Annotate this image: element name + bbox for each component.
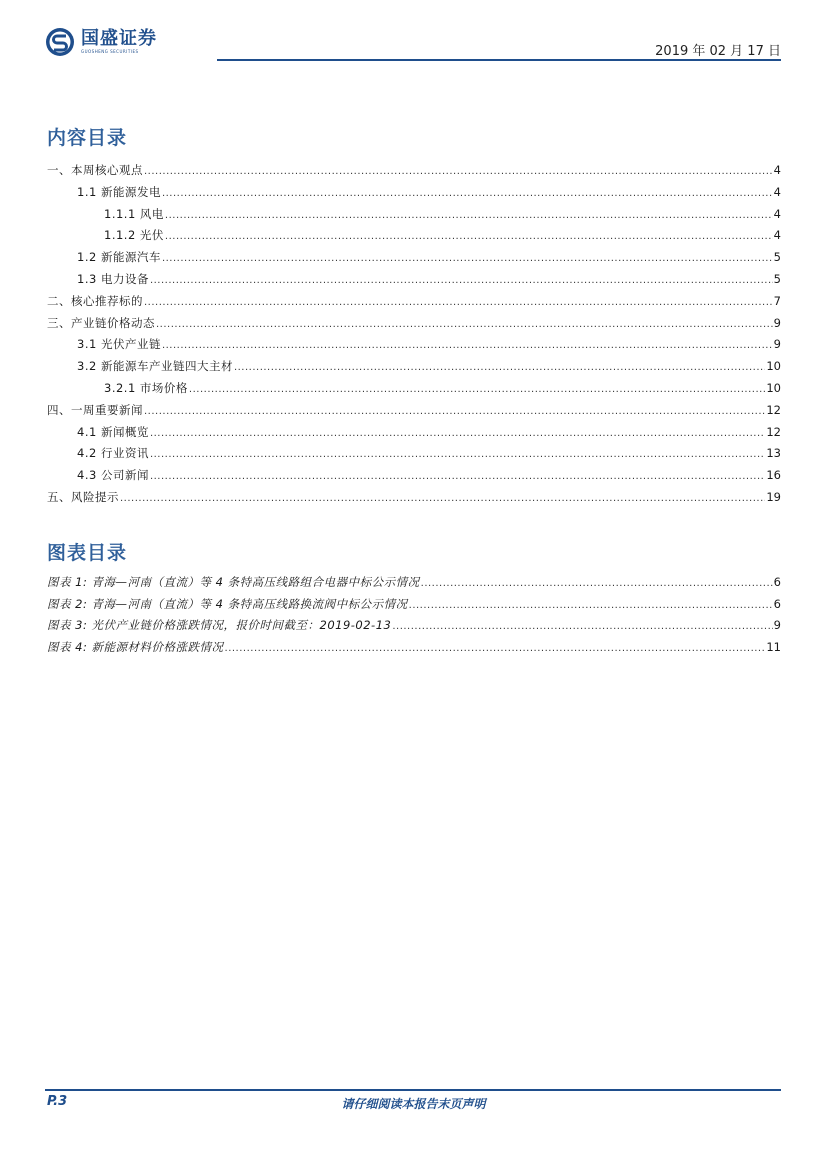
dot-leader <box>189 382 765 398</box>
entry-page-number: 10 <box>766 381 781 395</box>
figure-entry[interactable] <box>47 617 781 633</box>
entry-label: 3.2.1 市场价格 <box>104 381 188 395</box>
entry-label: 1.1.1 风电 <box>104 206 164 221</box>
entry-label: 图表 1: 青海—河南（直流）等 4 条特高压线路组合电器中标公示情况 <box>47 575 420 589</box>
toc-entry[interactable] <box>47 402 781 418</box>
entry-page-number: 12 <box>766 424 781 439</box>
dot-leader <box>144 404 765 420</box>
dot-leader <box>421 576 773 592</box>
entry-label: 3.1 光伏产业链 <box>77 337 161 352</box>
entry-label: 1.1.2 光伏 <box>104 228 164 243</box>
entry-page-number: 4 <box>773 163 781 177</box>
dot-leader <box>150 273 773 289</box>
company-logo <box>45 26 157 58</box>
brand-name-en: GUOSHENG SECURITIES <box>81 49 139 54</box>
toc-entry[interactable] <box>47 358 781 374</box>
dot-leader <box>165 208 773 224</box>
page-header <box>45 22 781 62</box>
entry-label: 1.1 新能源发电 <box>77 184 161 199</box>
toc-entry[interactable] <box>47 293 781 309</box>
entry-page-number: 7 <box>773 293 781 308</box>
disclaimer-note: 请仔细阅读本报告末页声明 <box>341 1097 486 1111</box>
toc-entry[interactable] <box>47 380 781 396</box>
dot-leader <box>144 295 773 311</box>
entry-label: 一、本周核心观点 <box>47 163 143 177</box>
logo-mark-icon <box>45 27 75 57</box>
toc-entry[interactable] <box>47 227 781 243</box>
dot-leader <box>162 186 773 202</box>
entry-page-number: 4 <box>773 184 781 199</box>
entry-label: 四、一周重要新闻 <box>47 402 143 417</box>
dot-leader <box>162 338 773 354</box>
toc-entry[interactable] <box>47 336 781 352</box>
entry-page-number: 12 <box>766 402 781 417</box>
entry-label: 4.2 行业资讯 <box>77 446 149 461</box>
toc-entry[interactable] <box>47 162 781 178</box>
dot-leader <box>392 619 772 635</box>
entry-page-number: 13 <box>766 446 781 461</box>
entry-page-number: 6 <box>773 575 781 589</box>
dot-leader <box>162 251 773 267</box>
dot-leader <box>150 426 765 442</box>
entry-label: 图表 2: 青海—河南（直流）等 4 条特高压线路换流阀中标公示情况 <box>47 596 408 611</box>
entry-page-number: 9 <box>773 618 781 632</box>
dot-leader <box>165 229 773 245</box>
entry-label: 图表 4: 新能源材料价格涨跌情况 <box>47 639 224 654</box>
figure-entry[interactable] <box>47 596 781 612</box>
figure-list-title: 图表目录 <box>47 542 128 564</box>
entry-page-number: 6 <box>773 596 781 611</box>
footer-divider <box>45 1089 781 1091</box>
entry-page-number: 9 <box>773 337 781 352</box>
entry-page-number: 10 <box>766 359 781 374</box>
entry-label: 4.3 公司新闻 <box>77 468 149 483</box>
entry-label: 1.2 新能源汽车 <box>77 250 161 265</box>
dot-leader <box>225 641 766 657</box>
entry-label: 图表 3: 光伏产业链价格涨跌情况，报价时间截至：2019-02-13 <box>47 618 392 632</box>
entry-page-number: 9 <box>773 315 781 330</box>
toc-entry[interactable] <box>47 315 781 331</box>
page-number: P.3 <box>47 1094 68 1109</box>
toc-entry[interactable] <box>47 445 781 461</box>
entry-page-number: 11 <box>766 639 781 654</box>
dot-leader <box>150 469 765 485</box>
entry-label: 五、风险提示 <box>47 490 119 504</box>
entry-label: 二、核心推荐标的 <box>47 293 143 308</box>
entry-page-number: 5 <box>773 250 781 265</box>
toc-entry[interactable] <box>47 184 781 200</box>
dot-leader <box>120 491 765 507</box>
brand-name: 国盛证券 <box>81 28 157 49</box>
dot-leader <box>409 598 773 614</box>
dot-leader <box>234 360 765 376</box>
toc-entry[interactable] <box>47 249 781 265</box>
entry-page-number: 16 <box>766 468 781 483</box>
entry-page-number: 4 <box>773 228 781 243</box>
entry-page-number: 19 <box>766 490 781 504</box>
dot-leader <box>156 317 773 333</box>
toc-entry[interactable] <box>47 271 781 287</box>
entry-label: 4.1 新闻概览 <box>77 424 149 439</box>
toc-entry[interactable] <box>47 424 781 440</box>
figure-entry[interactable] <box>47 574 781 590</box>
entry-label: 三、产业链价格动态 <box>47 315 155 330</box>
figure-entry[interactable] <box>47 639 781 655</box>
entry-page-number: 5 <box>773 272 781 286</box>
report-date: 2019 年 02 月 17 日 <box>655 44 781 59</box>
entry-label: 3.2 新能源车产业链四大主材 <box>77 359 233 374</box>
toc-entry[interactable] <box>47 467 781 483</box>
dot-leader <box>150 447 765 463</box>
toc-entry[interactable] <box>47 489 781 505</box>
entry-page-number: 4 <box>773 206 781 221</box>
entry-label: 1.3 电力设备 <box>77 272 149 286</box>
toc-title: 内容目录 <box>47 127 128 149</box>
header-divider <box>217 59 781 61</box>
toc-entry[interactable] <box>47 206 781 222</box>
dot-leader <box>144 164 773 180</box>
